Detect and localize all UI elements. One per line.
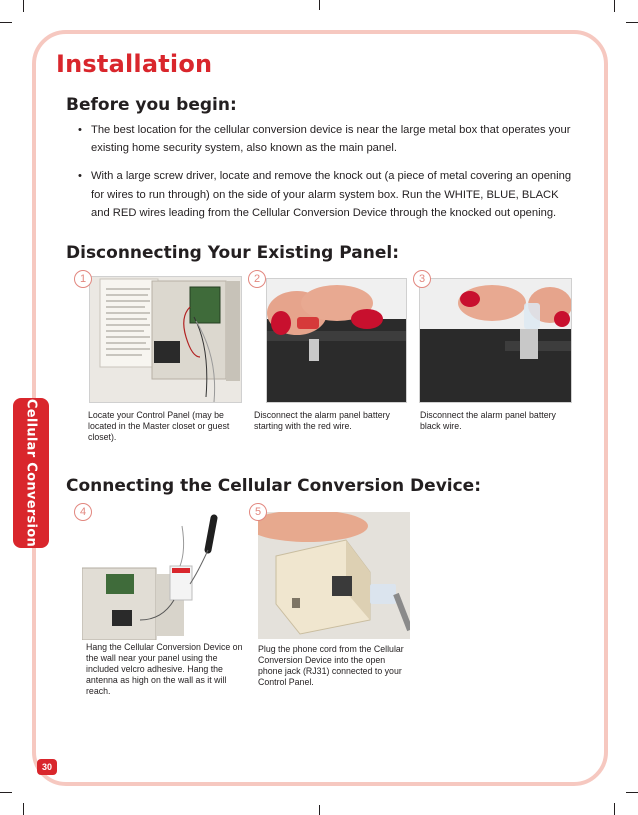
- photo-phone-jack: [258, 512, 410, 639]
- battery-red-illustration: [267, 279, 407, 403]
- photo-device-mounted: [82, 510, 244, 640]
- crop-mark: [319, 805, 320, 815]
- page-number: 30: [37, 759, 57, 775]
- before-heading: Before you begin:: [66, 95, 237, 115]
- crop-mark: [23, 0, 24, 12]
- crop-mark: [614, 0, 615, 12]
- crop-mark: [0, 792, 12, 793]
- crop-mark: [319, 0, 320, 10]
- step-number-4: 4: [74, 503, 92, 521]
- crop-mark: [626, 22, 638, 23]
- step-number-3: 3: [413, 270, 431, 288]
- bullet-item: • With a large screw driver, locate and remove the knock out (a piece of metal covering an opening for wires to run through) on the side of your alarm system box. Run the WHITE, BLUE, BLACK and RED wires leading from the Cellular Conversion Device through the knocked out opening.: [78, 167, 573, 222]
- photo-battery-red-wire: [266, 278, 407, 403]
- disconnect-heading: Disconnecting Your Existing Panel:: [66, 243, 400, 263]
- phone-jack-illustration: [258, 512, 410, 639]
- crop-mark: [0, 22, 12, 23]
- battery-black-illustration: [420, 279, 572, 403]
- step-caption-5: Plug the phone cord from the Cellular Conversion Device into the open phone jack (RJ31) connected to your Control Panel.: [258, 644, 404, 687]
- control-panel-illustration: [90, 277, 242, 403]
- crop-mark: [23, 803, 24, 815]
- photo-battery-black-wire: [419, 278, 572, 403]
- step-number-5: 5: [249, 503, 267, 521]
- step-caption-4: Hang the Cellular Conversion Device on the wall near your panel using the included velcro adhesive. Hang the antenna as high on the wall as it will reach.: [86, 642, 243, 696]
- section-side-tab: [13, 398, 49, 548]
- connect-heading: Connecting the Cellular Conversion Device:: [66, 476, 482, 496]
- photo-control-panel: [89, 276, 242, 403]
- side-tab-label: Cellular Conversion: [23, 398, 39, 548]
- before-bullet-list: [78, 121, 573, 232]
- step-number-1: 1: [74, 270, 92, 288]
- bullet-item: • The best location for the cellular conversion device is near the large metal box that operates your existing home security system, also known as the main panel.: [78, 121, 573, 157]
- page-title: Installation: [56, 50, 213, 78]
- step-caption-2: Disconnect the alarm panel battery starting with the red wire.: [254, 410, 390, 431]
- step-caption-1: Locate your Control Panel (may be located in the Master closet or guest closet).: [88, 410, 230, 442]
- crop-mark: [614, 803, 615, 815]
- device-mounted-illustration: [82, 510, 244, 640]
- step-caption-3: Disconnect the alarm panel battery black wire.: [420, 410, 556, 431]
- step-number-2: 2: [248, 270, 266, 288]
- crop-mark: [626, 792, 638, 793]
